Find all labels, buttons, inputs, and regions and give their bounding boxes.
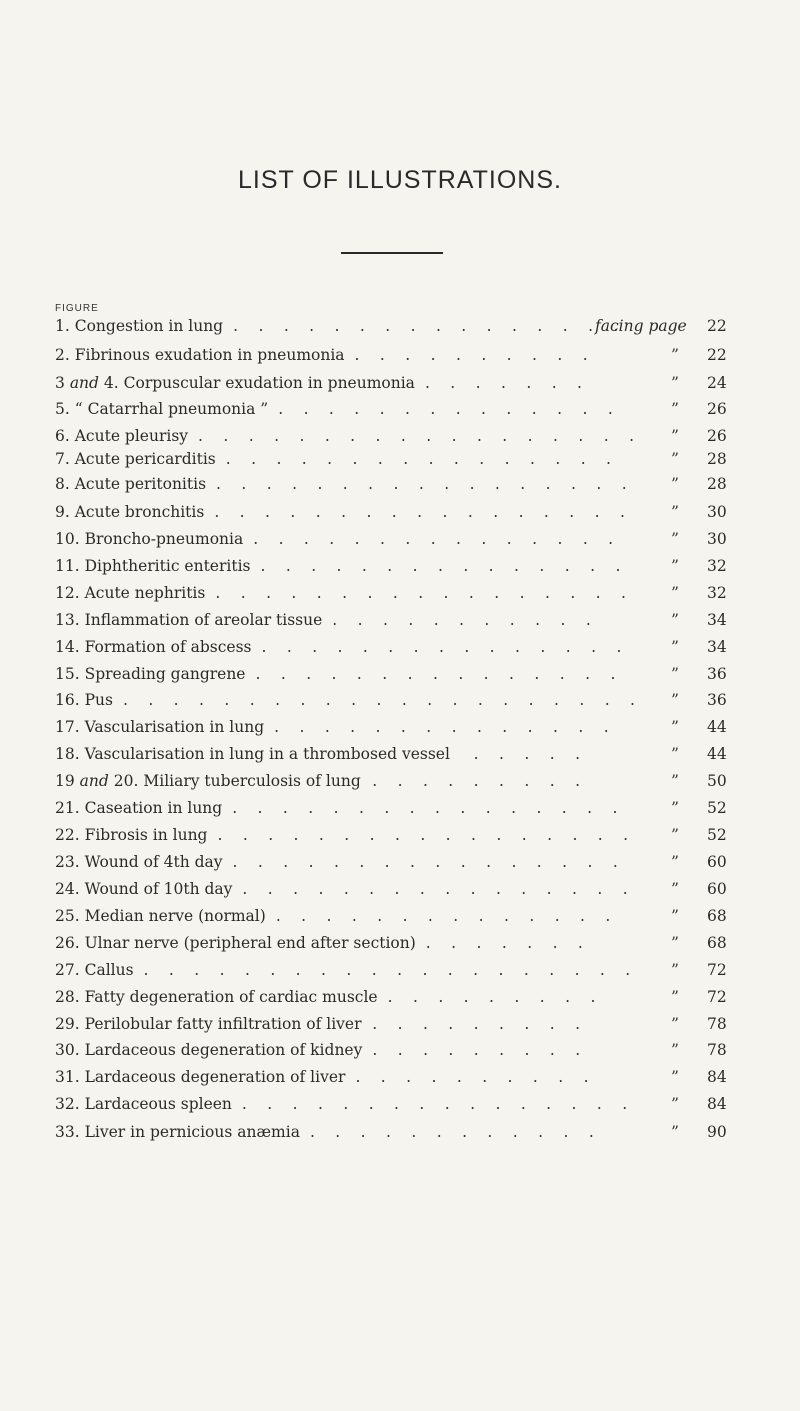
conjunction: and <box>79 772 109 790</box>
page-number: 32 <box>707 584 727 602</box>
entry-text <box>55 718 264 736</box>
figure-number: 25. <box>55 907 80 925</box>
figure-number: 27. <box>55 961 80 979</box>
figure-title: Wound of 10th day <box>84 880 233 898</box>
dot-leaders: . . . . . . . . . . . . . . . . <box>232 799 618 817</box>
dot-leaders: . . . . . . . . . . . . . . . <box>253 530 614 548</box>
ditto-mark: ” <box>671 799 679 817</box>
figure-title: Perilobular fatty infiltration of liver <box>84 1015 362 1033</box>
dot-leaders: . . . . . . . . . . . . <box>309 1123 594 1141</box>
dot-leaders: . . . . . . . . . <box>372 1015 580 1033</box>
dot-leaders: . . . . . . . . . . . . . . <box>274 718 609 736</box>
figure-number: 18. <box>55 745 80 763</box>
dot-leaders: . . . . . . . . . . . . . . . . . . <box>198 427 634 445</box>
ditto-mark: ” <box>671 1015 679 1033</box>
entry-text <box>55 907 266 925</box>
page-number: 44 <box>707 718 727 736</box>
figure-number: 8. <box>55 475 70 493</box>
figure-number: 3 <box>55 374 65 392</box>
figure-title: Pus <box>84 691 113 709</box>
list-item <box>55 396 775 422</box>
figure-number: 23. <box>55 853 80 871</box>
entry-text <box>55 1068 345 1086</box>
dot-leaders: . . . . . . . . . . . . . . . . <box>242 880 628 898</box>
figure-title: Congestion in lung <box>74 317 224 335</box>
page-number: 26 <box>707 427 727 445</box>
ditto-mark: ” <box>671 880 679 898</box>
entry-text <box>55 1041 362 1059</box>
figure-title: Diphtheritic enteritis <box>84 557 251 575</box>
figure-column-label: FIGURE <box>55 303 99 314</box>
dot-leaders: . . . . . . . . . . . . . . . . . <box>217 826 629 844</box>
entry-text <box>55 400 268 418</box>
figure-title: Callus <box>84 961 134 979</box>
figure-number: 6. <box>55 427 70 445</box>
figure-title: Formation of abscess <box>84 638 252 656</box>
figure-title: Liver in pernicious anæmia <box>84 1123 300 1141</box>
page-number: 36 <box>707 691 727 709</box>
page-number: 30 <box>707 503 727 521</box>
page-number: 22 <box>707 317 727 335</box>
entry-text <box>55 1095 232 1113</box>
list-item <box>55 499 775 525</box>
entry-text <box>55 475 206 493</box>
figure-number: 30. <box>55 1041 80 1059</box>
dot-leaders: . . . . . . . . . . . . . . . . <box>233 317 619 335</box>
ditto-mark: ” <box>671 961 679 979</box>
conjunction: and <box>69 374 99 392</box>
ditto-mark: ” <box>671 988 679 1006</box>
list-item <box>55 526 775 552</box>
dot-leaders: . . . . . . . . . . . . . . <box>275 907 611 925</box>
figure-title: Miliary tuberculosis of lung <box>143 772 361 790</box>
ditto-mark: ” <box>671 638 679 656</box>
figure-number: 26. <box>55 934 80 952</box>
entry-text <box>55 745 450 763</box>
figure-title: Spreading gangrene <box>84 665 246 683</box>
ditto-mark: ” <box>671 1068 679 1086</box>
list-item <box>55 822 775 848</box>
entry-text <box>55 691 113 709</box>
figure-title: Broncho-pneumonia <box>84 530 244 548</box>
entry-text <box>55 826 207 844</box>
page-number: 34 <box>707 611 727 629</box>
figure-title: Median nerve (normal) <box>84 907 266 925</box>
figure-title: Acute bronchitis <box>74 503 205 521</box>
page-number: 60 <box>707 853 727 871</box>
ditto-mark: ” <box>671 374 679 392</box>
figure-number-second: 20. <box>113 772 139 790</box>
page-number: 84 <box>707 1068 727 1086</box>
figure-number: 5. <box>55 400 70 418</box>
dot-leaders: . . . . . . . . . . . . . . . . . . . . <box>143 961 631 979</box>
figure-title: Acute nephritis <box>84 584 206 602</box>
figure-number: 14. <box>55 638 80 656</box>
figure-number: 16. <box>55 691 80 709</box>
figure-number: 9. <box>55 503 70 521</box>
ditto-mark: ” <box>671 907 679 925</box>
list-item <box>55 984 775 1010</box>
figure-number: 11. <box>55 557 80 575</box>
entry-text <box>55 1015 362 1033</box>
dot-leaders: . . . . . . . . . . . . . . . . . <box>216 475 627 493</box>
page-number: 78 <box>707 1041 727 1059</box>
dot-leaders: . . . . . . . <box>424 374 582 392</box>
title-rule <box>341 252 443 254</box>
figure-number: 15. <box>55 665 80 683</box>
page-number: 30 <box>707 530 727 548</box>
dot-leaders: . . . . . . . . . <box>387 988 596 1006</box>
ditto-mark: ” <box>671 450 679 468</box>
ditto-mark: ” <box>671 826 679 844</box>
ditto-mark: ” <box>671 1095 679 1113</box>
list-item <box>55 580 775 606</box>
figure-title: Inflammation of areolar tissue <box>84 611 323 629</box>
list-item <box>55 1119 775 1145</box>
entry-text <box>55 799 222 817</box>
figure-number: 17. <box>55 718 80 736</box>
figure-title: Lardaceous spleen <box>84 1095 232 1113</box>
dot-leaders: . . . . . . . . . . . . . . . <box>255 665 616 683</box>
entry-text <box>55 665 245 683</box>
ditto-mark: ” <box>671 853 679 871</box>
ditto-mark: ” <box>671 1123 679 1141</box>
list-item <box>55 849 775 875</box>
figure-title: Corpuscular exudation in pneumonia <box>123 374 415 392</box>
figure-number: 33. <box>55 1123 80 1141</box>
figure-title: Lardaceous degeneration of kidney <box>84 1041 363 1059</box>
ditto-mark: ” <box>671 718 679 736</box>
list-item <box>55 634 775 660</box>
figure-number-second: 4. <box>103 374 119 392</box>
figure-number: 32. <box>55 1095 80 1113</box>
list-item <box>55 768 775 794</box>
figure-title: Acute peritonitis <box>74 475 207 493</box>
figure-title: Fibrinous exudation in pneumonia <box>74 346 345 364</box>
ditto-mark: ” <box>671 557 679 575</box>
list-item <box>55 903 775 929</box>
dot-leaders: . . . . . . . . . . . . . . . . <box>241 1095 628 1113</box>
dot-leaders: . . . . . . . . . . . . . . . . <box>225 450 611 468</box>
ditto-mark: ” <box>671 665 679 683</box>
figure-number: 2. <box>55 346 70 364</box>
dot-leaders: . . . . . <box>473 745 580 763</box>
figure-title: Vascularisation in lung in a thrombosed vessel <box>84 745 450 763</box>
entry-text <box>55 503 204 521</box>
dot-leaders: . . . . . . . . . . . . . . . . . <box>214 503 625 521</box>
figure-number: 1. <box>55 317 70 335</box>
list-item <box>55 446 775 472</box>
page-number: 36 <box>707 665 727 683</box>
dot-leaders: . . . . . . . . . . <box>355 1068 589 1086</box>
entry-text <box>55 427 188 445</box>
page-number: 68 <box>707 907 727 925</box>
page-number: 22 <box>707 346 727 364</box>
dot-leaders: . . . . . . . . . <box>372 1041 581 1059</box>
entry-text <box>55 611 322 629</box>
entry-text <box>55 772 361 790</box>
figure-title: Ulnar nerve (peripheral end after section) <box>84 934 416 952</box>
list-item <box>55 1011 775 1037</box>
page-number: 28 <box>707 475 727 493</box>
page-number: 72 <box>707 961 727 979</box>
ditto-mark: ” <box>671 475 679 493</box>
figure-title: Lardaceous degeneration of liver <box>84 1068 346 1086</box>
list-item <box>55 957 775 983</box>
page-number: 78 <box>707 1015 727 1033</box>
entry-text <box>55 346 345 364</box>
list-item <box>55 876 775 902</box>
facing-page-label: facing page <box>595 317 687 335</box>
entry-text <box>55 374 415 392</box>
page-number: 26 <box>707 400 727 418</box>
figure-title: Fibrosis in lung <box>84 826 208 844</box>
ditto-mark: ” <box>671 584 679 602</box>
entry-text <box>55 557 251 575</box>
list-item <box>55 741 775 767</box>
entry-text <box>55 961 134 979</box>
figure-title: Acute pericarditis <box>74 450 216 468</box>
entry-text <box>55 638 251 656</box>
dot-leaders: . . . . . . . . . . . <box>332 611 591 629</box>
page-title: LIST OF ILLUSTRATIONS. <box>238 166 562 194</box>
entry-text <box>55 853 223 871</box>
figure-number: 7. <box>55 450 70 468</box>
figure-number: 19 <box>55 772 75 790</box>
page-number: 84 <box>707 1095 727 1113</box>
list-item <box>55 607 775 633</box>
figure-title: “ Catarrhal pneumonia ” <box>74 400 269 418</box>
list-item <box>55 370 775 396</box>
ditto-mark: ” <box>671 691 679 709</box>
list-item <box>55 1064 775 1090</box>
page-number: 24 <box>707 374 727 392</box>
page-number: 68 <box>707 934 727 952</box>
figure-title: Caseation in lung <box>84 799 223 817</box>
entry-text <box>55 934 416 952</box>
dot-leaders: . . . . . . . . . . . . . . . . . . . . . <box>122 691 635 709</box>
ditto-mark: ” <box>671 427 679 445</box>
entry-text <box>55 450 216 468</box>
list-item <box>55 342 775 368</box>
ditto-mark: ” <box>671 772 679 790</box>
list-item <box>55 687 775 713</box>
list-item <box>55 930 775 956</box>
page-number: 50 <box>707 772 727 790</box>
dot-leaders: . . . . . . . . . . . . . . <box>278 400 613 418</box>
page-number: 44 <box>707 745 727 763</box>
figure-number: 13. <box>55 611 80 629</box>
ditto-mark: ” <box>671 400 679 418</box>
ditto-mark: ” <box>671 745 679 763</box>
ditto-mark: ” <box>671 934 679 952</box>
ditto-mark: ” <box>671 530 679 548</box>
figure-title: Vascularisation in lung <box>84 718 265 736</box>
figure-title: Fatty degeneration of cardiac muscle <box>84 988 378 1006</box>
figure-number: 10. <box>55 530 80 548</box>
dot-leaders: . . . . . . . . . . <box>354 346 588 364</box>
entry-text <box>55 317 223 335</box>
figure-number: 28. <box>55 988 80 1006</box>
list-item <box>55 1037 775 1063</box>
list-item <box>55 661 775 687</box>
ditto-mark: ” <box>671 503 679 521</box>
dot-leaders: . . . . . . . <box>425 934 583 952</box>
dot-leaders: . . . . . . . . . <box>372 772 580 790</box>
figure-number: 22. <box>55 826 80 844</box>
figure-title: Wound of 4th day <box>84 853 223 871</box>
entry-text <box>55 584 205 602</box>
dot-leaders: . . . . . . . . . . . . . . . <box>260 557 621 575</box>
figure-title: Acute pleurisy <box>74 427 189 445</box>
list-item <box>55 553 775 579</box>
page-number: 52 <box>707 799 727 817</box>
list-item <box>55 795 775 821</box>
dot-leaders: . . . . . . . . . . . . . . . . . <box>215 584 626 602</box>
entry-text <box>55 988 378 1006</box>
ditto-mark: ” <box>671 1041 679 1059</box>
figure-number: 21. <box>55 799 80 817</box>
page-number: 28 <box>707 450 727 468</box>
figure-number: 24. <box>55 880 80 898</box>
ditto-mark: ” <box>671 346 679 364</box>
page-number: 52 <box>707 826 727 844</box>
dot-leaders: . . . . . . . . . . . . . . . <box>261 638 622 656</box>
figure-number: 29. <box>55 1015 80 1033</box>
page-number: 32 <box>707 557 727 575</box>
entry-text <box>55 880 232 898</box>
entry-text <box>55 1123 300 1141</box>
figure-number: 31. <box>55 1068 80 1086</box>
list-item <box>55 714 775 740</box>
page-number: 90 <box>707 1123 727 1141</box>
figure-number: 12. <box>55 584 80 602</box>
page-number: 60 <box>707 880 727 898</box>
list-item <box>55 313 775 339</box>
entry-text <box>55 530 243 548</box>
list-item <box>55 1091 775 1117</box>
list-item <box>55 471 775 497</box>
page-number: 34 <box>707 638 727 656</box>
dot-leaders: . . . . . . . . . . . . . . . . <box>232 853 618 871</box>
ditto-mark: ” <box>671 611 679 629</box>
page-number: 72 <box>707 988 727 1006</box>
